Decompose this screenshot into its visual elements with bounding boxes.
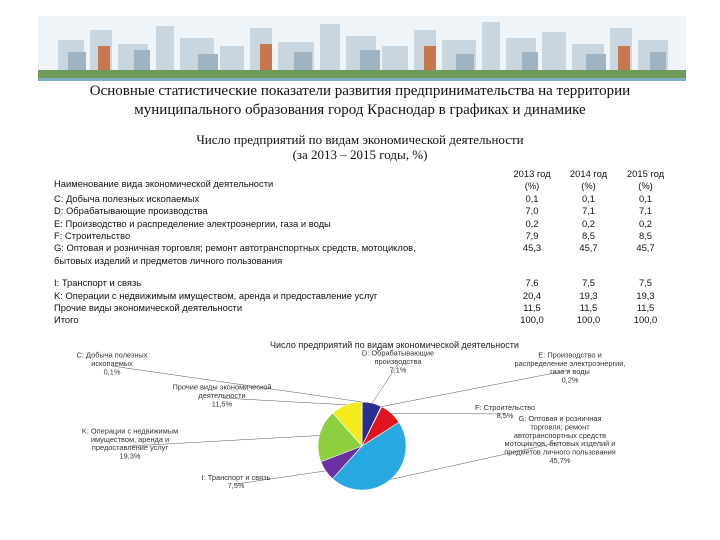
table-row <box>54 230 674 242</box>
subtitle-line-2: (за 2013 – 2015 годы, %) <box>292 147 428 162</box>
value-2013: 0,2 <box>525 217 539 229</box>
value-2013: 7,0 <box>525 205 539 217</box>
value-2015: 100,0 <box>633 314 658 326</box>
value-2014: 11,5 <box>579 302 598 314</box>
slice-label-e: E: Производство и распределение электроэнергии, газа и воды 0,2% <box>514 350 626 385</box>
value-2015: 0,1 <box>638 192 653 204</box>
value-2014: 8,5 <box>581 230 596 242</box>
value-2014: 100,0 <box>576 314 601 326</box>
value-2013: 11,5 <box>523 302 541 314</box>
row-name: I: Транспорт и связь <box>54 277 142 289</box>
pie-chart-container <box>0 334 720 540</box>
row-name: D: Обрабатывающие производства <box>54 205 208 217</box>
value-2014: 7,1 <box>581 205 596 217</box>
column-header-2014: 2014 год (%) <box>569 168 608 192</box>
row-name: F: Строительство <box>54 230 131 242</box>
row-name: Итого <box>54 314 79 326</box>
value-2014: 0,1 <box>581 192 596 204</box>
value-2015: 7,5 <box>638 277 653 289</box>
value-2013: 100,0 <box>520 314 544 326</box>
table-row <box>54 242 674 267</box>
subtitle-line-1: Число предприятий по видам экономической деятельности <box>196 132 524 147</box>
value-2015: 0,2 <box>638 217 653 229</box>
slice-label-f: F: Строительство 8,5% <box>474 402 536 421</box>
row-name: E: Производство и распределение электроэнергии, газа и воды <box>54 217 331 229</box>
value-2013: 7,9 <box>525 230 539 242</box>
table-row-total <box>54 314 674 326</box>
slice-label-i: I: Транспорт и связь 7,5% <box>201 472 271 491</box>
slice-label-d: D: Обрабатывающие производства 7,1% <box>361 348 435 375</box>
slice-label-k: K: Операции с недвижимым имуществом, аренда и предоставление услуг 19,3% <box>81 426 179 461</box>
row-name: G: Оптовая и розничная торговля; ремонт автотранспортных средств, мотоциклов, бытовых изделий и предметов личного пользования <box>54 242 416 266</box>
slice-label-g: G: Оптовая и розничная торговля; ремонт автотранспортных средств мотоциклов, бытовых изделий и предметов личного пользования 45,7% <box>504 414 616 465</box>
value-2014: 19,3 <box>579 289 598 301</box>
leader-line-f <box>391 413 505 414</box>
table-row <box>54 218 674 230</box>
leader-line-e <box>382 370 571 407</box>
row-name: C: Добыча полезных ископаемых <box>54 192 200 204</box>
pie-chart <box>0 334 720 540</box>
value-2015: 7,1 <box>638 205 653 217</box>
table-header-row <box>54 168 674 193</box>
column-header-2013: 2013 год (%) <box>513 168 551 192</box>
slice-label-o: Прочие виды экономической деятельности 11,5% <box>172 382 272 409</box>
value-2013: 0,1 <box>525 192 539 204</box>
page-title <box>40 82 680 120</box>
value-2014: 0,2 <box>581 217 596 229</box>
title-line-1: Основные статистические показатели развития предпринимательства на территории <box>89 83 631 99</box>
column-header-name: Наименование вида экономической деятельности <box>54 178 274 189</box>
value-2014: 45,7 <box>579 242 598 254</box>
table-subtitle <box>40 132 680 162</box>
value-2013: 20,4 <box>522 289 542 301</box>
header-banner <box>38 16 686 81</box>
value-2015: 11,5 <box>636 302 655 314</box>
value-2014: 7,5 <box>581 277 596 289</box>
column-header-2015: 2015 год (%) <box>626 168 665 192</box>
value-2015: 45,7 <box>636 242 655 254</box>
slice-label-c: C: Добыча полезных ископаемых 0,1% <box>76 350 148 377</box>
row-name: K: Операции с недвижимым имуществом, аренда и предоставление услуг <box>54 289 378 301</box>
value-2015: 19,3 <box>636 289 655 301</box>
table-row <box>54 205 674 217</box>
statistics-table <box>54 168 674 327</box>
table-row <box>54 302 674 314</box>
table-row <box>54 193 674 205</box>
title-line-2: муниципального образования город Краснодар в графиках и динамике <box>134 102 586 118</box>
value-2015: 8,5 <box>638 230 653 242</box>
table-row <box>54 290 674 302</box>
row-name: Прочие виды экономической деятельности <box>54 302 243 314</box>
chart-title: Число предприятий по видам экономической деятельности <box>270 340 519 350</box>
value-2013: 45,3 <box>522 242 542 254</box>
value-2013: 7,6 <box>525 277 539 289</box>
city-skyline-image <box>38 16 686 78</box>
table-row <box>54 267 674 289</box>
